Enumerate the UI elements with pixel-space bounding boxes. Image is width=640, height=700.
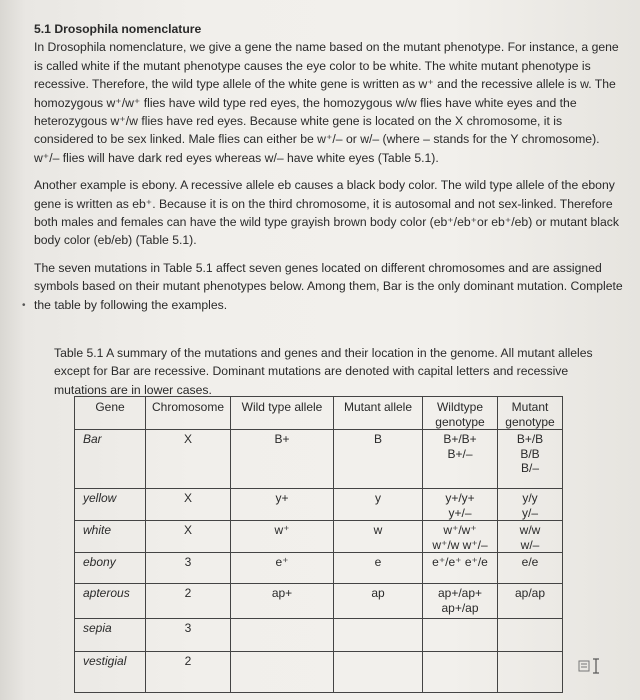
gene-cell: ebony [75, 553, 146, 584]
genotype-entry: w⁺/w w⁺/– [432, 537, 488, 552]
table-row [75, 553, 563, 584]
header-gene: Gene [75, 397, 146, 430]
text-cursor-icon[interactable] [578, 658, 604, 674]
mutant-genotype-cell [498, 652, 563, 693]
wildtype-genotype-cell [423, 553, 498, 584]
wild-type-allele-cell: ap+ [231, 584, 334, 619]
genotype-entry: y+/– [448, 505, 472, 520]
genotype-entry: e⁺/e⁺ e⁺/e [432, 555, 488, 569]
wildtype-genotype-cell [423, 489, 498, 521]
wildtype-genotype-cell [423, 430, 498, 489]
chromosome-cell: X [146, 430, 231, 489]
table-row [75, 489, 563, 521]
header-wild-type-allele: Wild type allele [231, 397, 334, 430]
chromosome-cell: 2 [146, 584, 231, 619]
mutant-genotype-cell [498, 553, 563, 584]
table-row [75, 619, 563, 652]
mutant-genotype-cell [498, 489, 563, 521]
gene-cell: white [75, 521, 146, 553]
wild-type-allele-cell: w⁺ [231, 521, 334, 553]
gene-cell: apterous [75, 584, 146, 619]
document-page [34, 16, 624, 323]
chromosome-cell: X [146, 489, 231, 521]
section-title: 5.1 Drosophila nomenclature [34, 22, 202, 36]
mutant-allele-cell [334, 652, 423, 693]
table-row [75, 430, 563, 489]
mutant-allele-cell: e [334, 553, 423, 584]
wild-type-allele-cell [231, 619, 334, 652]
table-row [75, 521, 563, 553]
chromosome-cell: 3 [146, 619, 231, 652]
gene-cell: vestigial [75, 652, 146, 693]
mutant-allele-cell: w [334, 521, 423, 553]
chromosome-cell: 3 [146, 553, 231, 584]
table-row [75, 584, 563, 619]
wildtype-genotype-cell [423, 584, 498, 619]
paragraph-instructions: The seven mutations in Table 5.1 affect seven genes located on different chromosomes and are assigned symbols based on their mutant phenotypes below. Among them, Bar is the only dominant mutation. Complete the table by following the examples. [34, 260, 623, 312]
genotype-entry: y/– [521, 505, 538, 520]
mutant-allele-cell [334, 619, 423, 652]
mutant-allele-cell: y [334, 489, 423, 521]
gene-cell: yellow [75, 489, 146, 521]
paragraph-white: In Drosophila nomenclature, we give a gene the name based on the mutant phenotype. For instance, a gene is called white if the mutant phenotype causes the eye color to be white. The white mutant phenotype is recessive. Therefore, the wild type allele of the white gene is written as w⁺ and the recessive allele is w. The homozygous w⁺/w⁺ flies have wild type red eyes, the homozygous w/w flies have white eyes and the heterozygous w⁺/w flies have red eyes. Because white gene is located on the X chromosome, it is considered to be sex linked. Male flies can either be w⁺/– or w/– (where – stands for the Y chromosome). w⁺/– flies will have dark red eyes whereas w/– have white eyes (Table 5.1). [34, 40, 619, 165]
genotype-entry: ap+/ap [441, 600, 479, 615]
chromosome-cell: 2 [146, 652, 231, 693]
genotype-entry: y/y [522, 491, 538, 505]
table-caption: Table 5.1 A summary of the mutations and genes and their location in the genome. All mutant alleles except for Bar are recessive. Dominant mutations are denoted with capital letters and recessive mutations are in lower cases. [54, 346, 593, 397]
mutant-allele-cell: B [334, 430, 423, 489]
header-mutant-allele: Mutant allele [334, 397, 423, 430]
genotype-entry: B+/B+ [443, 432, 477, 446]
gene-cell: sepia [75, 619, 146, 652]
margin-dot: • [22, 300, 26, 311]
wild-type-allele-cell: e⁺ [231, 553, 334, 584]
mutation-table [74, 396, 563, 693]
header-wildtype-genotype: Wildtype genotype [423, 397, 498, 430]
wild-type-allele-cell: B+ [231, 430, 334, 489]
table-row [75, 652, 563, 693]
genotype-entry: y+/y+ [445, 491, 475, 505]
genotype-entry: w⁺/w⁺ [443, 523, 477, 537]
header-mutant-genotype: Mutant genotype [498, 397, 563, 430]
genotype-entry: ap/ap [514, 586, 546, 600]
wild-type-allele-cell [231, 652, 334, 693]
genotype-entry: B/B [520, 446, 540, 461]
genotype-entry: B+/B [516, 432, 544, 446]
paragraph-ebony: Another example is ebony. A recessive allele eb causes a black body color. The wild type allele of the ebony gene is written as eb⁺. Because it is on the third chromosome, it is autosomal and not sex-linked. Therefore both males and females can have the wild type grayish brown body color (eb⁺/eb⁺or eb⁺/eb) or mutant black body color (eb/eb) (Table 5.1). [34, 178, 619, 248]
gene-cell: Bar [75, 430, 146, 489]
genotype-entry: B/– [520, 461, 539, 475]
mutant-genotype-cell [498, 430, 563, 489]
wildtype-genotype-cell [423, 652, 498, 693]
mutant-genotype-cell [498, 619, 563, 652]
mutant-genotype-cell [498, 584, 563, 619]
chromosome-cell: X [146, 521, 231, 553]
wildtype-genotype-cell [423, 619, 498, 652]
genotype-entry: w/– [520, 537, 540, 552]
wild-type-allele-cell: y+ [231, 489, 334, 521]
genotype-entry: w/w [519, 523, 541, 537]
genotype-entry: e/e [521, 555, 539, 569]
table-header-row [75, 397, 563, 430]
header-chromosome: Chromosome [146, 397, 231, 430]
genotype-entry: B+/– [447, 446, 473, 461]
mutant-genotype-cell [498, 521, 563, 553]
wildtype-genotype-cell [423, 521, 498, 553]
mutant-allele-cell: ap [334, 584, 423, 619]
genotype-entry: ap+/ap+ [437, 586, 483, 600]
